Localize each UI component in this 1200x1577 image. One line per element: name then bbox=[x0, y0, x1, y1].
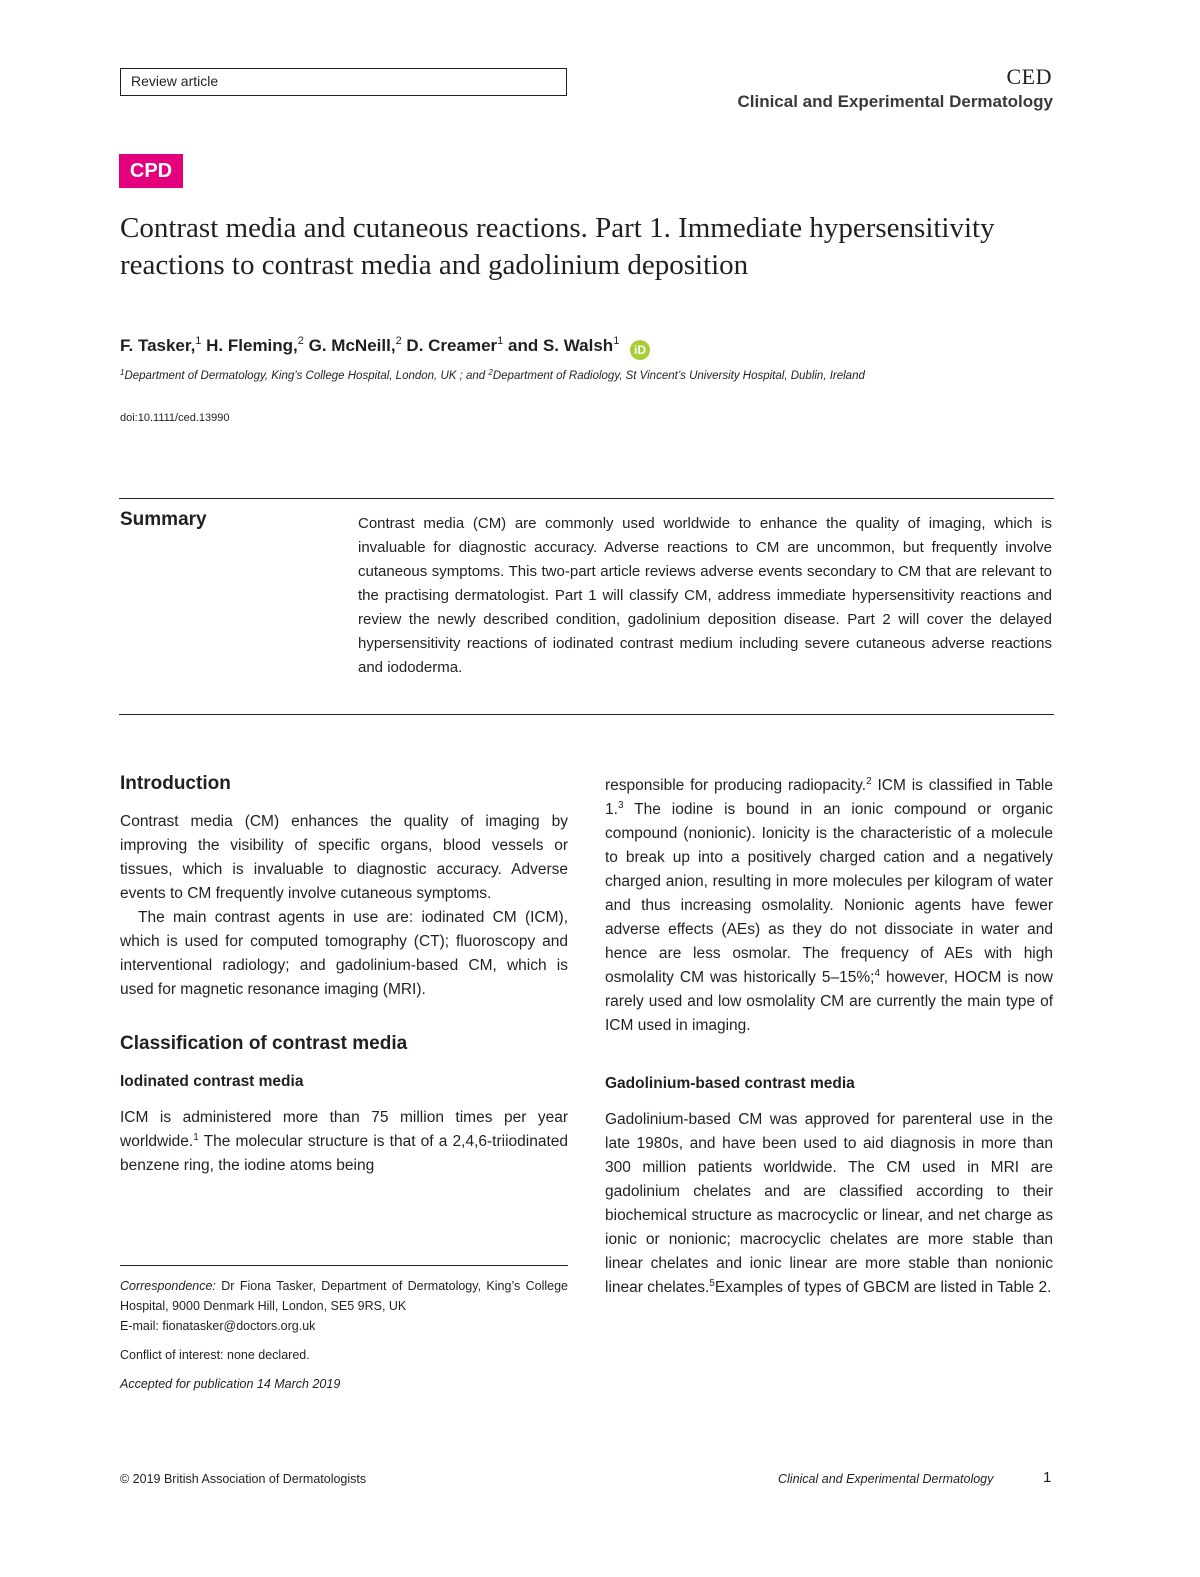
author-list bbox=[120, 336, 650, 360]
accepted-date: Accepted for publication 14 March 2019 bbox=[120, 1377, 341, 1391]
affiliations bbox=[120, 370, 865, 382]
correspondence-rule bbox=[120, 1265, 568, 1266]
introduction-heading: Introduction bbox=[120, 773, 231, 794]
iodinated-heading: Iodinated contrast media bbox=[120, 1073, 304, 1090]
author-name: H. Fleming, bbox=[206, 336, 298, 355]
copyright: © 2019 British Association of Dermatologists bbox=[120, 1472, 367, 1486]
correspondence-block bbox=[120, 1276, 568, 1394]
author-affiliation-mark: 1 bbox=[613, 335, 620, 347]
right-column bbox=[605, 774, 1053, 1300]
cpd-badge: CPD bbox=[119, 154, 183, 188]
affiliation-mark: 1 bbox=[120, 368, 125, 377]
introduction-paragraph: The main contrast agents in use are: iodinated CM (ICM), which is used for computed tomography (CT); fluoroscopy and interventional radiology; and gadolinium-based CM, which is used for magnetic resonance imaging (MRI). bbox=[120, 909, 568, 998]
footer-journal: Clinical and Experimental Dermatology bbox=[778, 1472, 994, 1486]
reference-mark[interactable]: 1 bbox=[193, 1132, 199, 1143]
right-paragraph bbox=[605, 774, 1053, 1038]
author-name: S. Walsh bbox=[542, 336, 614, 355]
author-name: F. Tasker, bbox=[120, 336, 196, 355]
text-run: responsible for producing radiopacity. bbox=[605, 777, 867, 794]
reference-mark[interactable]: 5 bbox=[709, 1278, 715, 1289]
text-run: ICM is classified in Table 1. bbox=[605, 777, 1053, 818]
author-affiliation-mark: 2 bbox=[395, 335, 402, 347]
article-type-label: Review article bbox=[131, 73, 219, 89]
author-name: G. McNeill, bbox=[308, 336, 396, 355]
correspondence-label: Correspondence: bbox=[120, 1279, 216, 1293]
gadolinium-heading: Gadolinium-based contrast media bbox=[605, 1075, 855, 1092]
author-affiliation-mark: 1 bbox=[497, 335, 504, 347]
author-name: D. Creamer bbox=[406, 336, 498, 355]
text-run: The molecular structure is that of a 2,4,6-triiodinated benzene ring, the iodine atoms being bbox=[120, 1133, 568, 1174]
left-column bbox=[120, 772, 568, 1178]
text-run: ICM is administered more than 75 million times per year worldwide. bbox=[120, 1109, 568, 1150]
text-run: Gadolinium-based CM was approved for parenteral use in the late 1980s, and have been used to aid diagnosis in more than 300 million patients worldwide. The CM used in MRI are gadolinium chelates and are classified according to their biochemical structure as macrocyclic or linear, and net charge as ionic or nonionic; macrocyclic chelates are more stable than linear chelates and ionic linear are more stable than nonionic linear chelates. bbox=[605, 1111, 1053, 1296]
summary-text: Contrast media (CM) are commonly used worldwide to enhance the quality of imaging, which is invaluable for diagnostic accuracy. Adverse reactions to CM are uncommon, but frequently involve cutaneous symptoms. This two-part article reviews adverse events secondary to CM that are relevant to the practising dermatologist. Part 1 will classify CM, address immediate hypersensitivity reactions and review the newly described condition, gadolinium deposition disease. Part 2 will cover the delayed hypersensitivity reactions of iodinated contrast medium including severe cutaneous adverse reactions and iododerma. bbox=[358, 515, 1052, 676]
reference-mark[interactable]: 4 bbox=[874, 968, 881, 979]
iodinated-paragraph bbox=[120, 1106, 568, 1178]
affiliation-2: Department of Radiology, St Vincent’s University Hospital, Dublin, Ireland bbox=[492, 370, 865, 382]
affiliation-mark: 2 bbox=[488, 368, 493, 377]
summary-bottom-rule bbox=[119, 714, 1054, 715]
author-conjunction: and bbox=[508, 336, 539, 355]
author-affiliation-mark: 2 bbox=[297, 335, 304, 347]
orcid-icon[interactable]: iD bbox=[630, 340, 650, 360]
classification-heading: Classification of contrast media bbox=[120, 1033, 408, 1054]
author-affiliation-mark: 1 bbox=[195, 335, 202, 347]
gadolinium-paragraph bbox=[605, 1108, 1053, 1300]
correspondence-address bbox=[120, 1276, 568, 1316]
conflict-of-interest: Conflict of interest: none declared. bbox=[120, 1348, 310, 1362]
introduction-paragraph: Contrast media (CM) enhances the quality of imaging by improving the visibility of specific organs, blood vessels or tissues, which is invaluable to diagnostic accuracy. Adverse events to CM frequently involve cutaneous symptoms. bbox=[120, 813, 568, 902]
journal-name: Clinical and Experimental Dermatology bbox=[737, 92, 1053, 111]
doi[interactable]: doi:10.1111/ced.13990 bbox=[120, 412, 230, 424]
summary-heading: Summary bbox=[120, 509, 207, 530]
journal-abbreviation: CED bbox=[1006, 64, 1052, 89]
reference-mark[interactable]: 2 bbox=[866, 776, 872, 787]
summary-top-rule bbox=[119, 498, 1054, 499]
affiliation-1: Department of Dermatology, King’s College Hospital, London, UK ; and bbox=[124, 370, 489, 382]
correspondence-email[interactable]: E-mail: fionatasker@doctors.org.uk bbox=[120, 1319, 316, 1333]
reference-mark[interactable]: 3 bbox=[617, 800, 624, 811]
text-run: The iodine is bound in an ionic compound or organic compound (nonionic). Ionicity is the characteristic of a molecule to break up into a positively charged cation and a negatively charged anion, resulting in more molecules per kilogram of water and thus increasing osmolality. Nonionic agents have fewer adverse effects (AEs) as they do not dissociate in water and hence are less osmolar. The frequency of AEs with high osmolality CM was historically 5–15%; bbox=[605, 801, 1053, 986]
correspondence-text: Dr Fiona Tasker, Department of Dermatology, King’s College Hospital, 9000 Denmark Hill, London, SE5 9RS, UK bbox=[120, 1279, 568, 1313]
text-run: Examples of types of GBCM are listed in Table 2. bbox=[714, 1279, 1052, 1296]
text-run: however, HOCM is now rarely used and low osmolality CM are currently the main type of ICM used in imaging. bbox=[605, 969, 1054, 1034]
article-type-box bbox=[120, 68, 567, 96]
page-number: 1 bbox=[1043, 1469, 1052, 1486]
article-title: Contrast media and cutaneous reactions. Part 1. Immediate hypersensitivity reactions to contrast media and gadolinium deposition bbox=[120, 212, 995, 281]
